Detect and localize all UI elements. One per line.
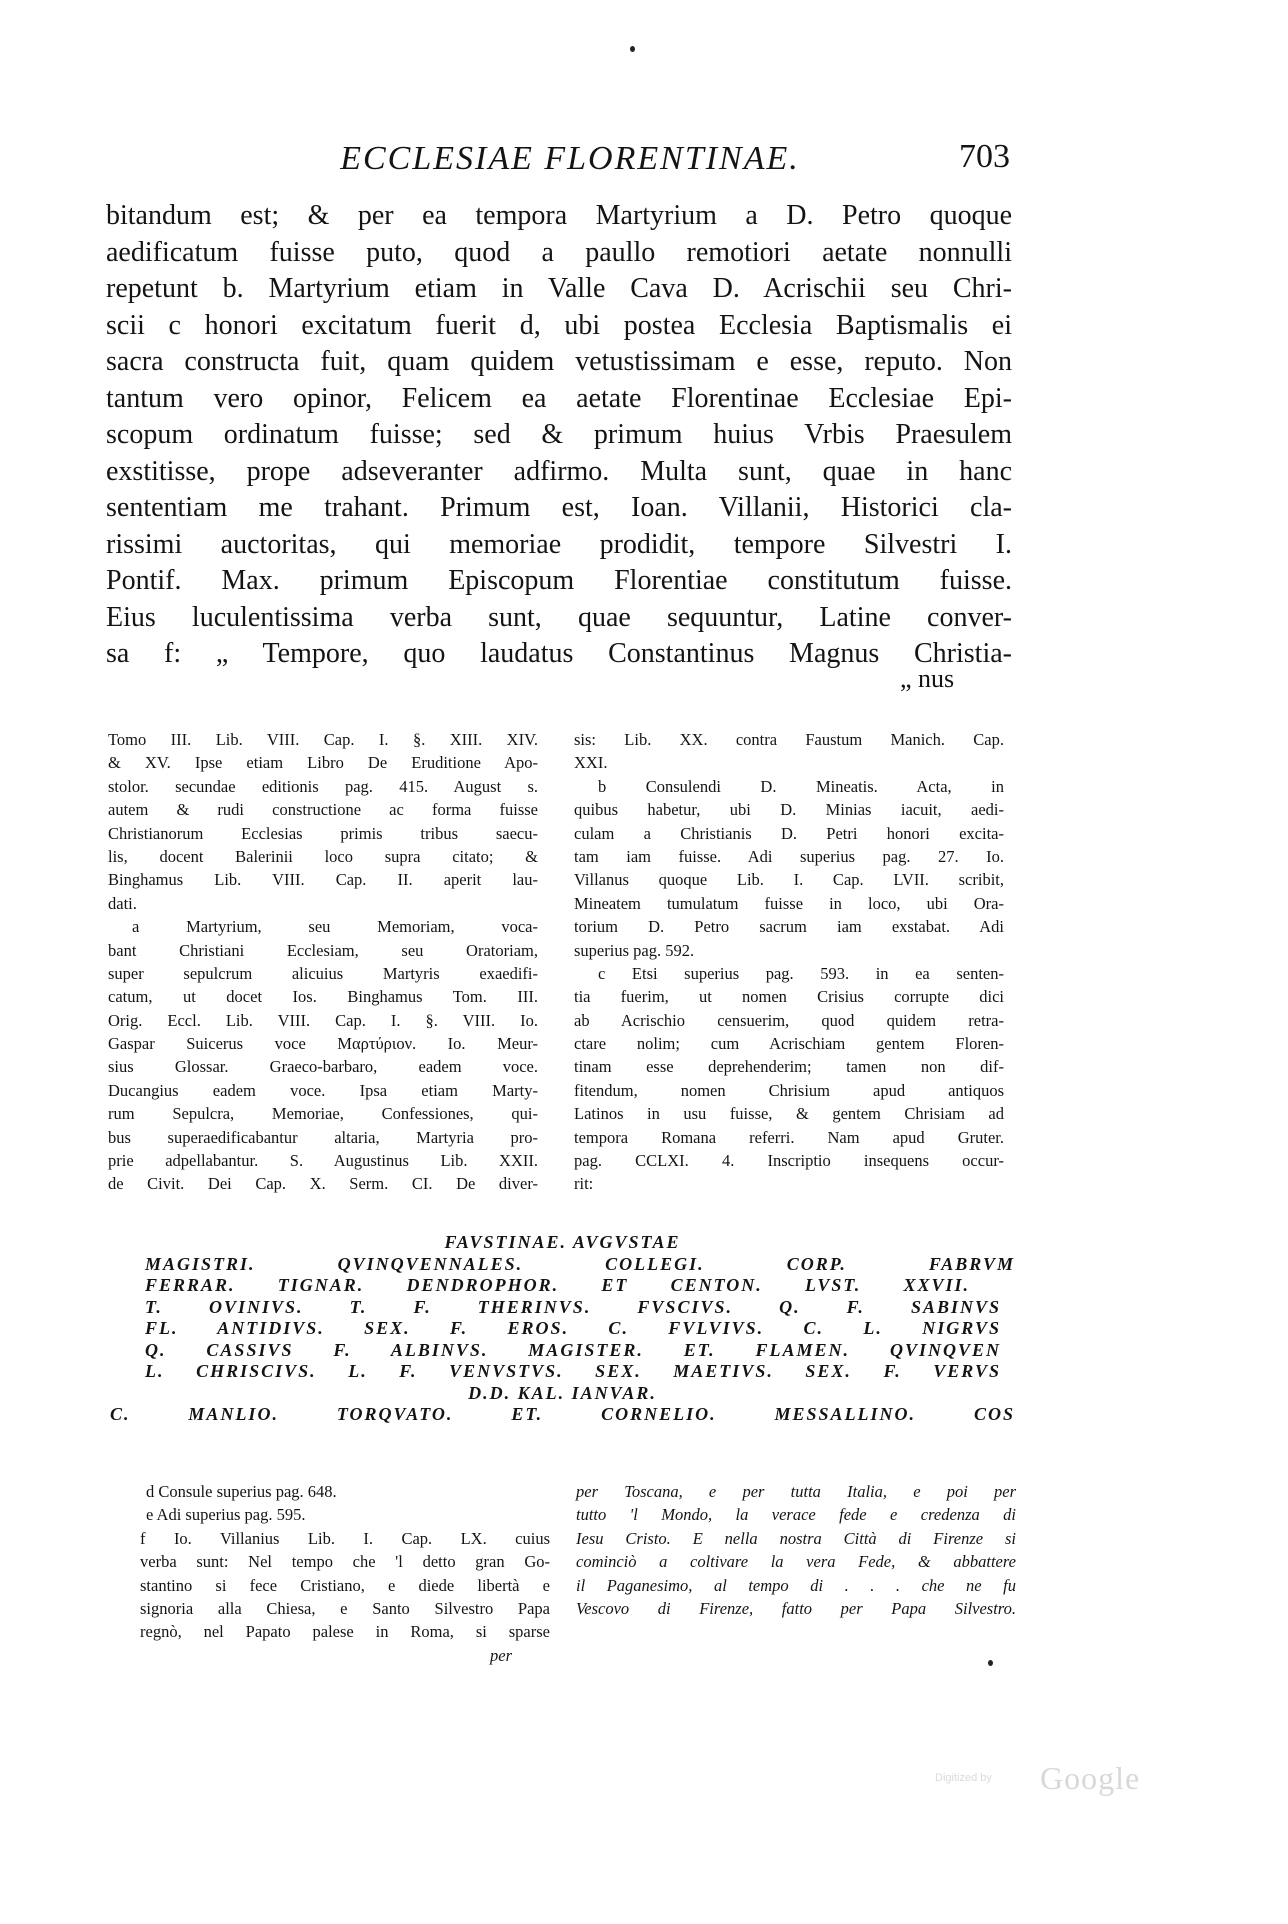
- footnote-line: d Consule superius pag. 648.: [146, 1482, 337, 1501]
- main-text-line: tantum vero opinor, Felicem ea aetate Florentinae Ecclesiae Epi-: [106, 382, 1012, 414]
- footnote-line: tempora Romana referri. Nam apud Gruter.: [574, 1127, 1004, 1147]
- footnote-line: stantino si fece Cristiano, e diede libertà e: [140, 1575, 550, 1595]
- footnote-line: regnò, nel Papato palese in Roma, si sparse: [140, 1622, 550, 1642]
- footnote-line: sis: Lib. XX. contra Faustum Manich. Cap.: [574, 730, 1004, 749]
- catchword: per: [490, 1645, 512, 1665]
- footnote-line: f Io. Villanius Lib. I. Cap. LX. cuius: [140, 1528, 550, 1548]
- google-watermark: Google: [1040, 1760, 1141, 1796]
- main-text-line: scii c honori excitatum fuerit d, ubi postea Ecclesia Baptismalis ei: [106, 309, 1012, 341]
- main-text-line: sa f: „ Tempore, quo laudatus Constantinus Magnus Christia-: [106, 638, 1012, 669]
- inscription-line: FL. ANTIDIVS. SEX. F. EROS. C. FVLVIVS. C. L. NIGRVS: [145, 1318, 1001, 1338]
- ink-speck: [988, 1660, 993, 1666]
- main-text-line: repetunt b. Martyrium etiam in Valle Cava D. Acrischii seu Chri-: [106, 273, 1012, 304]
- footnote-line: fitendum, nomen Chrisium apud antiquos: [574, 1080, 1004, 1100]
- footnote-line: Gaspar Suicerus voce Μαρτύριον. Io. Meur-: [108, 1034, 538, 1054]
- footnote-line: Villanus quoque Lib. I. Cap. LVII. scribit,: [574, 870, 1004, 890]
- inscription-line: FERRAR. TIGNAR. DENDROPHOR. ET CENTON. LVST. XXVII.: [145, 1275, 970, 1295]
- inscription-line: C. MANLIO. TORQVATO. ET. CORNELIO. MESSALLINO. COS: [110, 1404, 1015, 1424]
- footnote-line: Vescovo di Firenze, fatto per Papa Silvestro.: [576, 1598, 1016, 1618]
- footnote-line: Ducangius eadem voce. Ipsa etiam Marty-: [108, 1080, 538, 1100]
- footnote-line: il Paganesimo, al tempo di . . . che ne fu: [576, 1575, 1016, 1595]
- page-header: [110, 140, 1010, 184]
- footnote-line: culam a Christianis D. Petri honori excita-: [574, 823, 1004, 843]
- footnote-line: torium D. Petro sacrum iam exstabat. Adi: [574, 917, 1004, 937]
- main-text-line: scopum ordinatum fuisse; sed & primum huius Vrbis Praesulem: [106, 419, 1012, 450]
- footnote-line: & XV. Ipse etiam Libro De Eruditione Apo-: [108, 753, 538, 773]
- footnote-line: pag. CCLXI. 4. Inscriptio insequens occur-: [574, 1151, 1004, 1171]
- footnote-line: b Consulendi D. Mineatis. Acta, in: [598, 776, 1004, 796]
- footnote-line: Christianorum Ecclesias primis tribus saecu-: [108, 823, 538, 843]
- inscription-block: [110, 1232, 1015, 1426]
- footnote-line: autem & rudi constructione ac forma fuisse: [108, 800, 538, 820]
- inscription-line: MAGISTRI. QVINQVENNALES. COLLEGI. CORP. FABRVM: [145, 1253, 1015, 1274]
- footnote-line: per Toscana, e per tutta Italia, e poi per: [576, 1482, 1016, 1501]
- footnotes-lower-left-column: [140, 1480, 550, 1667]
- footnotes-lower-right-column: [576, 1480, 1016, 1620]
- footnote-line: dati.: [108, 893, 137, 913]
- footnote-line: Tomo III. Lib. VIII. Cap. I. §. XIII. XIV.: [108, 730, 538, 749]
- main-text-line: sacra constructa fuit, quam quidem vetustissimam e esse, reputo. Non: [106, 346, 1012, 377]
- footnote-line: a Martyrium, seu Memoriam, voca-: [132, 917, 538, 937]
- footnote-line: bant Christiani Ecclesiam, seu Oratoriam,: [108, 940, 538, 960]
- footnote-line: superius pag. 592.: [574, 940, 695, 960]
- inscription-line: T. OVINIVS. T. F. THERINVS. FVSCIVS. Q. F. SABINVS: [145, 1296, 1001, 1317]
- footnote-line: ab Acrischio censuerim, quod quidem retra-: [574, 1010, 1004, 1030]
- main-text-block: [106, 198, 1012, 673]
- footnote-line: tam iam fuisse. Adi superius pag. 27. Io.: [574, 846, 1004, 866]
- footnote-line: c Etsi superius pag. 593. in ea senten-: [598, 963, 1004, 983]
- main-text-line: Eius luculentissima verba sunt, quae sequuntur, Latine conver-: [106, 601, 1012, 633]
- footnote-line: verba sunt: Nel tempo che 'l detto gran Go-: [140, 1552, 550, 1572]
- footnotes-right-column: [574, 728, 1004, 1196]
- digitized-by-label: Digitized by: [935, 1772, 992, 1784]
- footnotes-left-column: [108, 728, 538, 1196]
- footnote-line: super sepulcrum alicuius Martyris exaedifi-: [108, 963, 538, 983]
- footnote-line: de Civit. Dei Cap. X. Serm. CI. De diver-: [108, 1174, 538, 1194]
- inscription-line: L. CHRISCIVS. L. F. VENVSTVS. SEX. MAETIVS. SEX. F. VERVS: [145, 1361, 1001, 1381]
- main-text-line: exstitisse, prope adseveranter adfirmo. Multa sunt, quae in hanc: [106, 455, 1012, 487]
- footnote-line: Mineatem tumulatum fuisse in loco, ubi Ora-: [574, 893, 1004, 913]
- footnote-line: signoria alla Chiesa, e Santo Silvestro Papa: [140, 1598, 550, 1618]
- footnote-line: XXI.: [574, 753, 608, 773]
- footnote-line: rum Sepulcra, Memoriae, Confessiones, qui-: [108, 1104, 538, 1124]
- footnote-line: e Adi superius pag. 595.: [146, 1505, 306, 1525]
- footnotes-lower-block: [140, 1480, 1016, 1665]
- main-text-line: sententiam me trahant. Primum est, Ioan. Villanii, Historici cla-: [106, 492, 1012, 523]
- footnote-line: Orig. Eccl. Lib. VIII. Cap. I. §. VIII. Io.: [108, 1010, 538, 1030]
- footnote-line: tia fuerim, ut nomen Crisius corrupte dici: [574, 987, 1004, 1007]
- footnote-line: Iesu Cristo. E nella nostra Città di Firenze si: [576, 1528, 1016, 1548]
- main-text-line: Pontif. Max. primum Episcopum Florentiae constitutum fuisse.: [106, 565, 1012, 596]
- footnote-line: bus superaedificabantur altaria, Martyria pro-: [108, 1127, 538, 1147]
- footnote-line: sius Glossar. Graeco-barbaro, eadem voce.: [108, 1057, 538, 1077]
- ink-speck: [630, 46, 635, 52]
- footnote-line: Latinos in usu fuisse, & gentem Chrisiam ad: [574, 1104, 1004, 1124]
- running-title: ECCLESIAE FLORENTINAE.: [340, 140, 800, 177]
- footnote-line: cominciò a coltivare la vera Fede, & abbattere: [576, 1552, 1016, 1572]
- footnote-line: catum, ut docet Ios. Binghamus Tom. III.: [108, 987, 538, 1007]
- main-text-line: bitandum est; & per ea tempora Martyrium a D. Petro quoque: [106, 200, 1012, 231]
- inscription-line: D.D. KAL. IANVAR.: [468, 1382, 657, 1403]
- inscription-line: Q. CASSIVS F. ALBINVS. MAGISTER. ET. FLAMEN. QVINQVEN: [145, 1339, 1001, 1360]
- inscription-line: FAVSTINAE. AVGVSTAE: [444, 1232, 681, 1252]
- footnote-line: lis, docent Balerinii loco supra citato; &: [108, 846, 538, 866]
- main-text-line: rissimi auctoritas, qui memoriae prodidit, tempore Silvestri I.: [106, 528, 1012, 560]
- footnotes-block: [108, 728, 1008, 1218]
- catchword: „ nus: [900, 664, 955, 693]
- footnote-line: tinam esse deprehenderim; tamen non dif-: [574, 1057, 1004, 1077]
- page-number: 703: [959, 138, 1010, 175]
- footnote-line: stolor. secundae editionis pag. 415. August s.: [108, 776, 538, 796]
- footnote-line: quibus habetur, ubi D. Minias iacuit, aedi-: [574, 800, 1004, 820]
- footnote-line: Binghamus Lib. VIII. Cap. II. aperit lau-: [108, 870, 538, 890]
- footnote-line: rit:: [574, 1174, 594, 1194]
- footnote-line: prie adpellabantur. S. Augustinus Lib. XXII.: [108, 1151, 538, 1171]
- footnote-line: tutto 'l Mondo, la verace fede e credenza di: [576, 1505, 1016, 1525]
- footnote-line: ctare nolim; cum Acrischiam gentem Floren-: [574, 1034, 1004, 1054]
- main-text-line: aedificatum fuisse puto, quod a paullo remotiori aetate nonnulli: [106, 236, 1012, 268]
